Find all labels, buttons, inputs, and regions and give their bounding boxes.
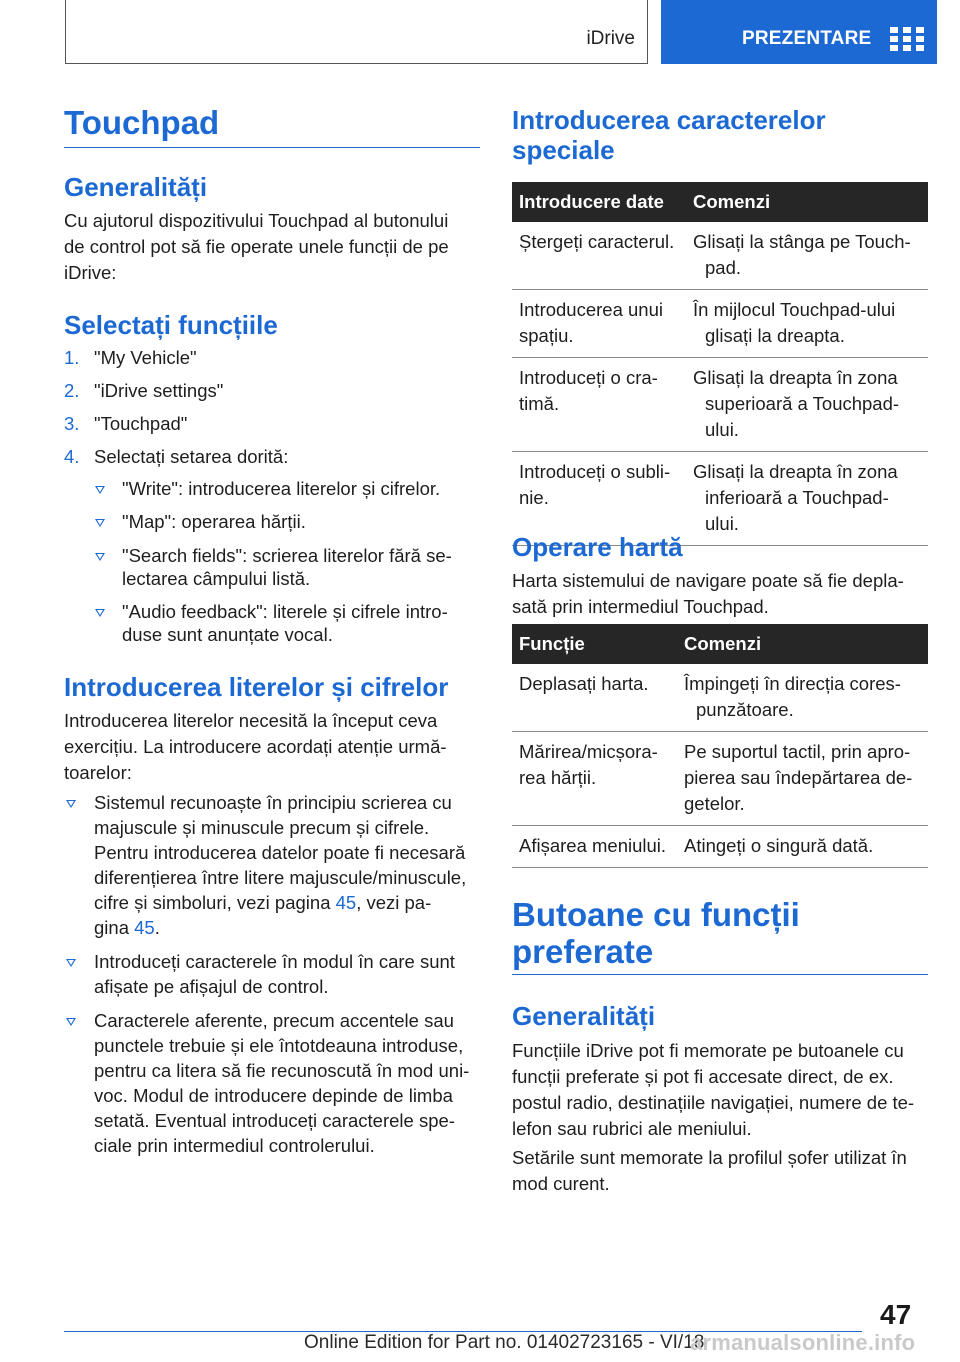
- special-chars-heading: speciale: [512, 135, 615, 165]
- general-text-line: Cu ajutorul dispozitivului Touchpad al butonului: [64, 210, 449, 231]
- step-text: "iDrive settings": [94, 380, 224, 401]
- table-header-cell: Comenzi: [686, 182, 928, 222]
- cell-line: [693, 297, 921, 349]
- cell-line-text: Introduceți o cra-: [519, 367, 658, 388]
- cell-line-text: Afișarea meniului.: [519, 835, 667, 856]
- bullet-text-line: Introduceți caracterele în modul în care sunt: [94, 951, 455, 972]
- table-cell: [512, 826, 677, 868]
- page-link[interactable]: 45: [134, 917, 155, 938]
- option-bullet-icon: [95, 486, 105, 494]
- page-link[interactable]: 45: [335, 892, 357, 913]
- bullet-icon: [66, 959, 76, 967]
- option-text: "Audio feedback": literele și cifrele intro-: [122, 601, 448, 622]
- bullet-text-line: [94, 915, 160, 941]
- favorites-title: Butoane cu funcții: [512, 896, 800, 933]
- cell-line: [693, 365, 921, 443]
- table-row: [512, 222, 928, 290]
- favorites-general-heading: Generalități: [512, 1001, 656, 1031]
- cell-line-text: Atingeți o singură dată.: [684, 835, 874, 856]
- option-text: "Write": introducerea literelor și cifrelor.: [122, 478, 441, 499]
- favorites-text-line: funcții preferate și pot fi accesate direct, de ex.: [512, 1066, 894, 1087]
- bullet-text-line: setată. Eventual introduceți caracterele spe-: [94, 1110, 455, 1131]
- footer-edition: Online Edition for Part no. 01402723165 - VI/18: [304, 1332, 705, 1353]
- favorites-text-line: Funcțiile iDrive pot fi memorate pe butoanele cu: [512, 1040, 904, 1061]
- option-text: lectarea câmpului listă.: [122, 568, 311, 589]
- cell-line-text: timă.: [519, 393, 560, 414]
- table-cell: [686, 222, 928, 290]
- bullet-text-fragment: .: [154, 917, 160, 938]
- bullet-icon: [66, 1018, 76, 1026]
- cell-line-text: Glisați la stânga pe Touch-: [693, 231, 911, 252]
- bullet-text-line: punctele trebuie și ele întotdeauna introduse,: [94, 1035, 464, 1056]
- table-cell: [512, 358, 686, 452]
- letters-intro-line: Introducerea literelor necesită la început ceva: [64, 710, 438, 731]
- map-text-line: Harta sistemului de navigare poate să fie depla-: [512, 570, 904, 591]
- cell-line-text: Deplasați harta.: [519, 673, 649, 694]
- option-text: "Map": operarea hărții.: [122, 511, 306, 532]
- header-chapter-tab[interactable]: [661, 0, 937, 64]
- general-text-line: de control pot să fie operate unele funcții de pe: [64, 236, 449, 257]
- table-cell: [686, 452, 928, 546]
- map-text-line: sată prin intermediul Touchpad.: [512, 596, 769, 617]
- table-row: [512, 826, 928, 868]
- bullet-text-line: majuscule și minuscule precum și cifrele.: [94, 817, 430, 838]
- page-number: 47: [880, 1299, 912, 1330]
- cell-line-text: Glisați la dreapta în zona: [693, 461, 898, 482]
- header-chapter-label: PREZENTARE: [742, 28, 872, 49]
- step-text: "My Vehicle": [94, 347, 197, 368]
- header-section-label: iDrive: [586, 28, 635, 49]
- bullet-text-line: diferențierea între litere majuscule/minuscule,: [94, 867, 467, 888]
- table-cell: [512, 732, 677, 826]
- option-bullet-icon: [95, 609, 105, 617]
- bullet-text-line: afișate pe afișajul de control.: [94, 976, 329, 997]
- favorites-text-line: lefon sau rubrici ale meniului.: [512, 1118, 752, 1139]
- cell-line-text: inferioară a Touchpad-ului.: [705, 487, 889, 534]
- title-rule: [64, 147, 480, 148]
- option-text: "Search fields": scrierea literelor fără se-: [122, 545, 452, 566]
- bullet-text-line: Pentru introducerea datelor poate fi necesară: [94, 842, 466, 863]
- letters-intro-line: toarelor:: [64, 762, 132, 783]
- table-cell: [512, 664, 677, 732]
- cell-line-text: glisați la dreapta.: [705, 325, 845, 346]
- bullet-icon: [66, 800, 76, 808]
- table-row: [512, 664, 928, 732]
- table-row: [512, 290, 928, 358]
- cell-line-text: pad.: [705, 257, 742, 278]
- bullet-text-fragment: gina: [94, 917, 135, 938]
- special-chars-table: [512, 182, 928, 546]
- step-text: "Touchpad": [94, 413, 188, 434]
- bullet-text-line: pentru ca litera să fie recunoscută în mod uni-: [94, 1060, 470, 1081]
- letters-heading: Introducerea literelor și cifrelor: [64, 672, 449, 702]
- bullet-text-line: Sistemul recunoaște în principiu scrierea cu: [94, 792, 452, 813]
- table-header-row: [512, 182, 928, 222]
- select-functions-heading: Selectați funcțiile: [64, 310, 278, 340]
- step-number: 3.: [64, 413, 80, 434]
- table-cell: [512, 222, 686, 290]
- cell-line-text: pierea sau îndepărtarea de-: [684, 767, 913, 788]
- cell-line-text: rea hărții.: [519, 767, 597, 788]
- favorites-title: preferate: [512, 933, 654, 970]
- cell-line-text: În mijlocul Touchpad-ului: [693, 299, 896, 320]
- table-header-cell: Introducere date: [512, 182, 686, 222]
- cell-line-text: superioară a Touchpad-: [705, 393, 900, 414]
- option-text: duse sunt anunțate vocal.: [122, 624, 333, 645]
- cell-line-text: Glisați la dreapta în zona: [693, 367, 898, 388]
- table-row: [512, 732, 928, 826]
- grid-menu-icon[interactable]: [890, 27, 924, 51]
- bullet-text-fragment: cifre și simboluri, vezi pagina: [94, 892, 336, 913]
- general-text-line: iDrive:: [64, 262, 117, 283]
- cell-line-text: nie.: [519, 487, 549, 508]
- bullet-text-line: Caracterele aferente, precum accentele sau: [94, 1010, 454, 1031]
- option-bullet-icon: [95, 553, 105, 561]
- table-cell: [686, 358, 928, 452]
- cell-line: Ștergeți caracterul.: [519, 231, 675, 252]
- cell-line: [684, 671, 921, 723]
- cell-line-text: ului.: [705, 419, 739, 440]
- cell-line: [693, 229, 921, 281]
- special-chars-heading: Introducerea caracterelor: [512, 105, 826, 135]
- cell-line-text: Introducerea unui: [519, 299, 663, 320]
- favorites-title-rule: [512, 974, 928, 975]
- table-header-cell: Comenzi: [677, 624, 928, 664]
- table-header-row: [512, 624, 928, 664]
- table-cell: [677, 664, 928, 732]
- cell-line-text: Mărirea/micșora-: [519, 741, 658, 762]
- table-header-cell: Funcție: [512, 624, 677, 664]
- cell-line-text: getelor.: [684, 793, 745, 814]
- cell-line: [693, 459, 921, 537]
- cell-line-text: Introduceți o subli-: [519, 461, 671, 482]
- bullet-text-fragment: , vezi pa-: [356, 892, 432, 913]
- map-heading: Operare hartă: [512, 532, 683, 562]
- option-bullet-icon: [95, 519, 105, 527]
- table-cell: [686, 290, 928, 358]
- cell-line-text: punzătoare.: [696, 699, 794, 720]
- cell-line-text: Pe suportul tactil, prin apro-: [684, 741, 911, 762]
- watermark: armanualsonline.info: [690, 1330, 916, 1355]
- favorites-text-line: mod curent.: [512, 1173, 610, 1194]
- page-title: Touchpad: [64, 104, 220, 141]
- general-heading: Generalități: [64, 172, 208, 202]
- step-number: 2.: [64, 380, 80, 401]
- favorites-text-line: Setările sunt memorate la profilul șofer utilizat în: [512, 1147, 907, 1168]
- table-row: [512, 358, 928, 452]
- table-cell: [677, 826, 928, 868]
- step-number: 4.: [64, 446, 80, 467]
- step-number: 1.: [64, 347, 80, 368]
- cell-line: [684, 739, 921, 817]
- bullet-text-line: [94, 890, 431, 916]
- cell-line-text: Împingeți în direcția cores-: [684, 673, 901, 694]
- header-section-box: [65, 0, 648, 64]
- bullet-text-line: voc. Modul de introducere depinde de limba: [94, 1085, 453, 1106]
- letters-intro-line: exercițiu. La introducere acordați atenție urmă-: [64, 736, 447, 757]
- step-text: Selectați setarea dorită:: [94, 446, 289, 467]
- table-cell: [512, 290, 686, 358]
- map-table: [512, 624, 928, 868]
- cell-line-text: spațiu.: [519, 325, 574, 346]
- favorites-text-line: postul radio, destinațiile navigației, numere de te-: [512, 1092, 915, 1113]
- bullet-text-line: ciale prin intermediul controlerului.: [94, 1135, 375, 1156]
- table-cell: [677, 732, 928, 826]
